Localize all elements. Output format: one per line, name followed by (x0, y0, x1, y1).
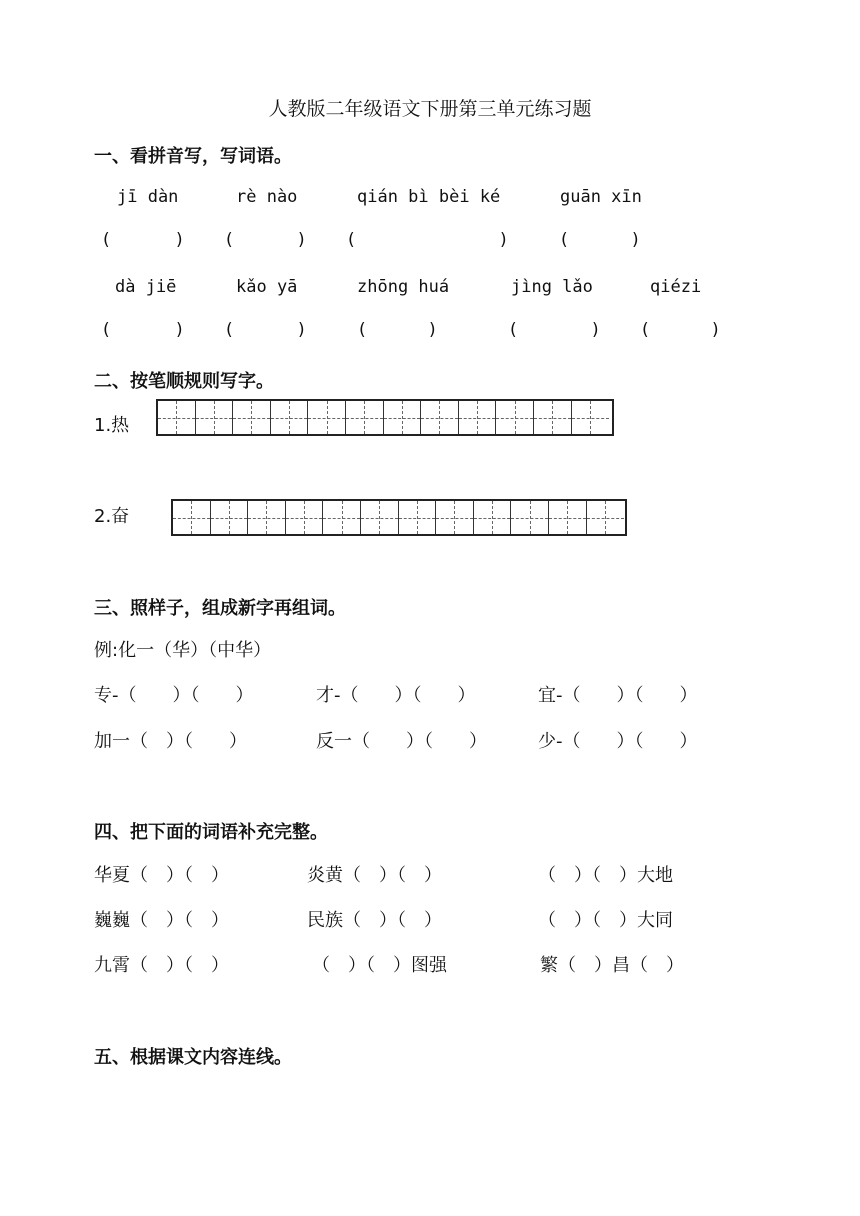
answer-paren-l: ( (226, 230, 233, 250)
answer-paren-l: ( (103, 230, 110, 250)
tianzige-cell[interactable] (572, 401, 610, 434)
tianzige-cell[interactable] (346, 401, 384, 434)
idiom-item: 华夏（ ）（ ） (94, 865, 229, 886)
answer-paren-l: ( (348, 230, 355, 250)
answer-paren-r: ) (500, 230, 507, 250)
pinyin-2: rè nào (236, 187, 298, 207)
tianzige-cell[interactable] (496, 401, 534, 434)
pinyin-9: qiézi (650, 277, 702, 297)
idiom-item: 炎黄（ ）（ ） (307, 865, 442, 886)
answer-paren-r: ) (712, 320, 719, 340)
tianzige-cell[interactable] (459, 401, 497, 434)
tianzige-cell[interactable] (196, 401, 234, 434)
tianzige-cell[interactable] (248, 501, 286, 534)
section1-heading: 一、看拼音写，写词语。 (94, 146, 292, 167)
idiom-item: 民族（ ）（ ） (307, 910, 442, 931)
answer-paren-r: ) (298, 230, 305, 250)
tianzige-row-2 (171, 499, 627, 536)
idiom-item: 巍巍（ ）（ ） (94, 910, 229, 931)
tianzige-cell[interactable] (271, 401, 309, 434)
page-title: 人教版二年级语文下册第三单元练习题 (268, 98, 592, 120)
answer-paren-r: ) (632, 230, 639, 250)
answer-paren-r: ) (176, 320, 183, 340)
tianzige-cell[interactable] (211, 501, 249, 534)
pinyin-7: zhōng huá (357, 277, 450, 297)
tianzige-cell[interactable] (323, 501, 361, 534)
answer-paren-l: ( (359, 320, 366, 340)
tianzige-cell[interactable] (158, 401, 196, 434)
idiom-item: （ ）（ ）大地 (538, 865, 673, 886)
pinyin-6: kǎo yā (236, 277, 298, 297)
answer-paren-r: ) (592, 320, 599, 340)
section5-heading: 五、根据课文内容连线。 (94, 1047, 292, 1068)
compose-item: 加一（ ）（ ） (94, 731, 247, 752)
stroke-item-1-label: 1.热 (94, 415, 130, 436)
section2-heading: 二、按笔顺规则写字。 (94, 371, 274, 392)
tianzige-cell[interactable] (421, 401, 459, 434)
compose-item: 宜-（ ）（ ） (538, 685, 698, 706)
tianzige-cell[interactable] (286, 501, 324, 534)
pinyin-5: dà jiē (115, 277, 177, 297)
pinyin-4: guān xīn (560, 187, 642, 207)
tianzige-cell[interactable] (534, 401, 572, 434)
section3-heading: 三、照样子，组成新字再组词。 (94, 598, 346, 619)
tianzige-cell[interactable] (587, 501, 625, 534)
stroke-item-2-label: 2.奋 (94, 506, 130, 527)
compose-item: 反一（ ）（ ） (316, 731, 487, 752)
tianzige-row-1 (156, 399, 614, 436)
section4-heading: 四、把下面的词语补充完整。 (94, 822, 328, 843)
compose-item: 少-（ ）（ ） (538, 731, 698, 752)
answer-paren-l: ( (561, 230, 568, 250)
tianzige-cell[interactable] (173, 501, 211, 534)
idiom-item: （ ）（ ）大同 (538, 910, 673, 931)
tianzige-cell[interactable] (511, 501, 549, 534)
tianzige-cell[interactable] (233, 401, 271, 434)
tianzige-cell[interactable] (384, 401, 422, 434)
compose-item: 才-（ ）（ ） (316, 685, 476, 706)
answer-paren-r: ) (298, 320, 305, 340)
tianzige-cell[interactable] (361, 501, 399, 534)
tianzige-cell[interactable] (474, 501, 512, 534)
idiom-item: 九霄（ ）（ ） (94, 955, 229, 976)
tianzige-cell[interactable] (549, 501, 587, 534)
answer-paren-l: ( (103, 320, 110, 340)
idiom-item: （ ）（ ）图强 (312, 955, 447, 976)
idiom-item: 繁（ ）昌（ ） (540, 955, 684, 976)
answer-paren-r: ) (176, 230, 183, 250)
tianzige-cell[interactable] (399, 501, 437, 534)
section3-example: 例:化一（华）（中华） (94, 640, 272, 661)
tianzige-cell[interactable] (436, 501, 474, 534)
pinyin-8: jìng lǎo (511, 277, 593, 297)
pinyin-1: jī dàn (117, 187, 179, 207)
tianzige-cell[interactable] (308, 401, 346, 434)
pinyin-3: qián bì bèi ké (357, 187, 501, 207)
answer-paren-l: ( (226, 320, 233, 340)
compose-item: 专-（ ）（ ） (94, 685, 254, 706)
answer-paren-r: ) (429, 320, 436, 340)
answer-paren-l: ( (510, 320, 517, 340)
answer-paren-l: ( (642, 320, 649, 340)
